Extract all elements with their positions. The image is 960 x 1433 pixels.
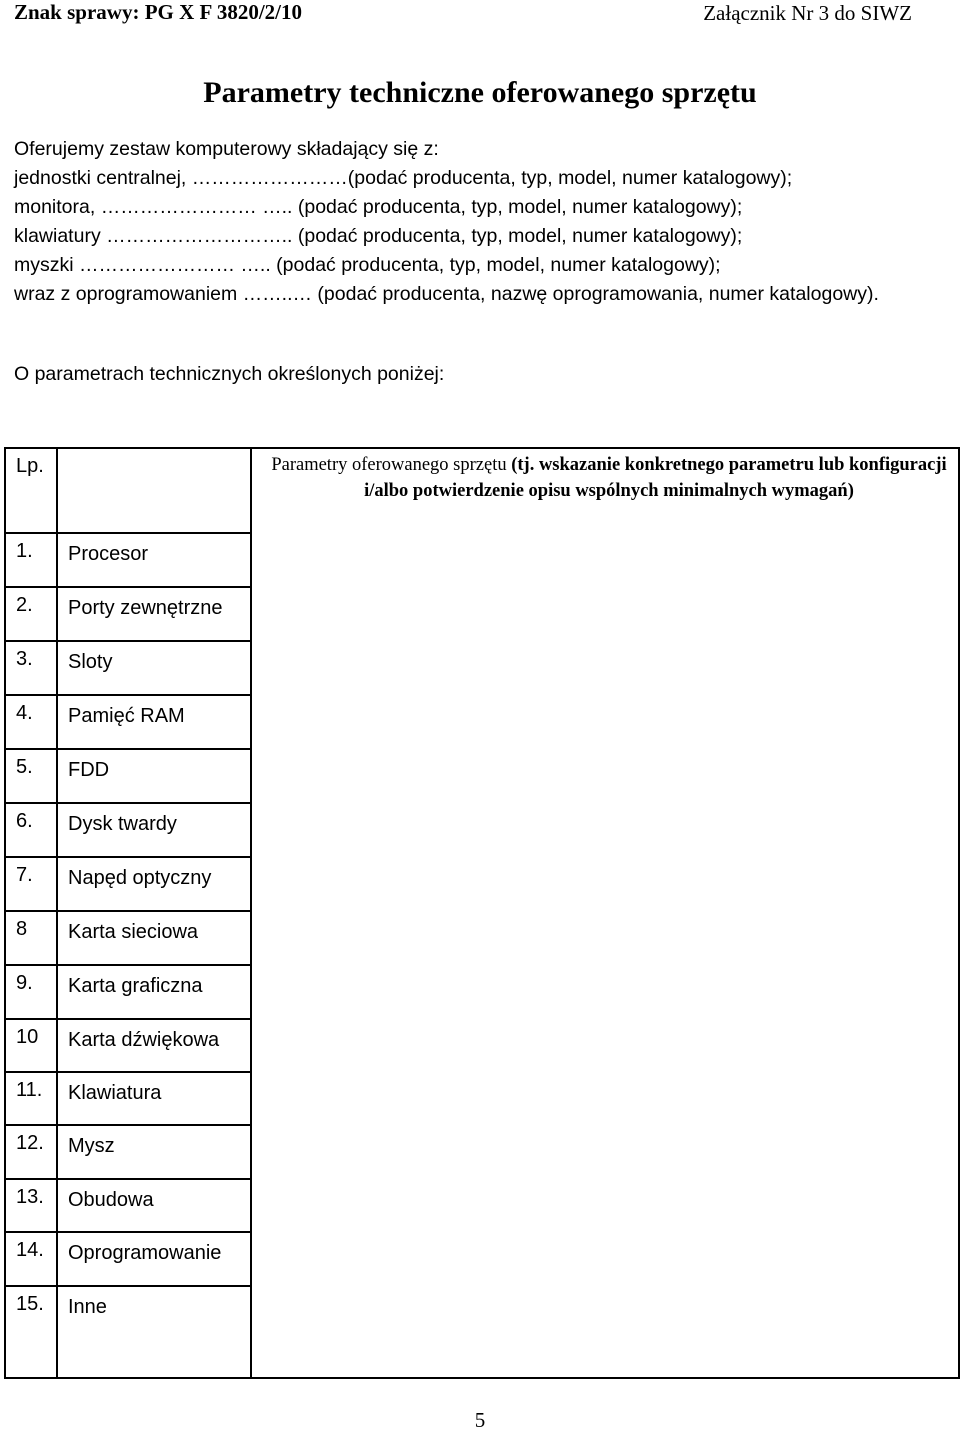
attachment-label: Załącznik Nr 3 do SIWZ: [703, 1, 912, 25]
header-value: [252, 449, 958, 504]
header-value-bold: (tj. wskazanie konkretnego parametru lub konfiguracji i/albo potwierdzenie opisu wspólnych minimalnych wymagań): [364, 455, 947, 501]
row-lp: 5.: [5, 749, 57, 803]
row-lp: 4.: [5, 695, 57, 749]
row-lp: 14.: [5, 1232, 57, 1286]
page-header: [0, 0, 960, 30]
row-lp: 2.: [5, 587, 57, 641]
intro-line: Oferujemy zestaw komputerowy składający się z:: [14, 138, 439, 160]
row-parameter-name: Porty zewnętrzne: [57, 587, 251, 641]
row-lp: 13.: [5, 1179, 57, 1233]
row-lp: 6.: [5, 803, 57, 857]
row-parameter-name: Karta dźwiękowa: [57, 1019, 251, 1072]
header-value-plain: Parametry oferowanego sprzętu: [271, 455, 512, 475]
intro-line: klawiatury ……………………….. (podać producenta, typ, model, numer katalogowy);: [14, 225, 743, 247]
row-lp: 3.: [5, 641, 57, 695]
row-lp: 12.: [5, 1125, 57, 1179]
row-lp: 1.: [5, 533, 57, 587]
header-name: [57, 448, 251, 533]
intro-line: wraz z oprogramowaniem ……..… (podać producenta, nazwę oprogramowania, numer katalogowy).: [14, 283, 879, 305]
row-lp: 10: [5, 1019, 57, 1072]
row-lp: 8: [5, 911, 57, 965]
page-number: 5: [474, 1408, 486, 1432]
header-lp: Lp.: [5, 448, 57, 533]
params-caption: O parametrach technicznych określonych poniżej:: [14, 363, 445, 385]
row-parameter-name: Napęd optyczny: [57, 857, 251, 911]
row-parameter-name: Inne: [57, 1286, 251, 1378]
row-lp: 15.: [5, 1286, 57, 1378]
offer-intro: [14, 135, 939, 309]
parameters-table-wrapper: [4, 447, 956, 1379]
row-parameter-name: Karta sieciowa: [57, 911, 251, 965]
row-parameter-name: FDD: [57, 749, 251, 803]
document-title: Parametry techniczne oferowanego sprzętu: [203, 76, 757, 109]
row-parameter-name: Oprogramowanie: [57, 1232, 251, 1286]
value-column[interactable]: [251, 448, 959, 1378]
row-parameter-name: Karta graficzna: [57, 965, 251, 1019]
row-parameter-name: Sloty: [57, 641, 251, 695]
parameters-table: [4, 447, 960, 1379]
row-lp: 9.: [5, 965, 57, 1019]
case-number: Znak sprawy: PG X F 3820/2/10: [14, 0, 302, 24]
row-parameter-name: Mysz: [57, 1125, 251, 1179]
row-lp: 7.: [5, 857, 57, 911]
row-parameter-name: Obudowa: [57, 1179, 251, 1233]
table-header-row: [5, 448, 959, 533]
row-parameter-name: Klawiatura: [57, 1072, 251, 1125]
row-parameter-name: Pamięć RAM: [57, 695, 251, 749]
intro-line: myszki …………………… ….. (podać producenta, typ, model, numer katalogowy);: [14, 254, 721, 276]
intro-line: jednostki centralnej, ……………………(podać producenta, typ, model, numer katalogowy);: [14, 167, 793, 189]
row-lp: 11.: [5, 1072, 57, 1125]
row-parameter-name: Procesor: [57, 533, 251, 587]
row-parameter-name: Dysk twardy: [57, 803, 251, 857]
intro-line: monitora, …………………… ….. (podać producenta, typ, model, numer katalogowy);: [14, 196, 743, 218]
